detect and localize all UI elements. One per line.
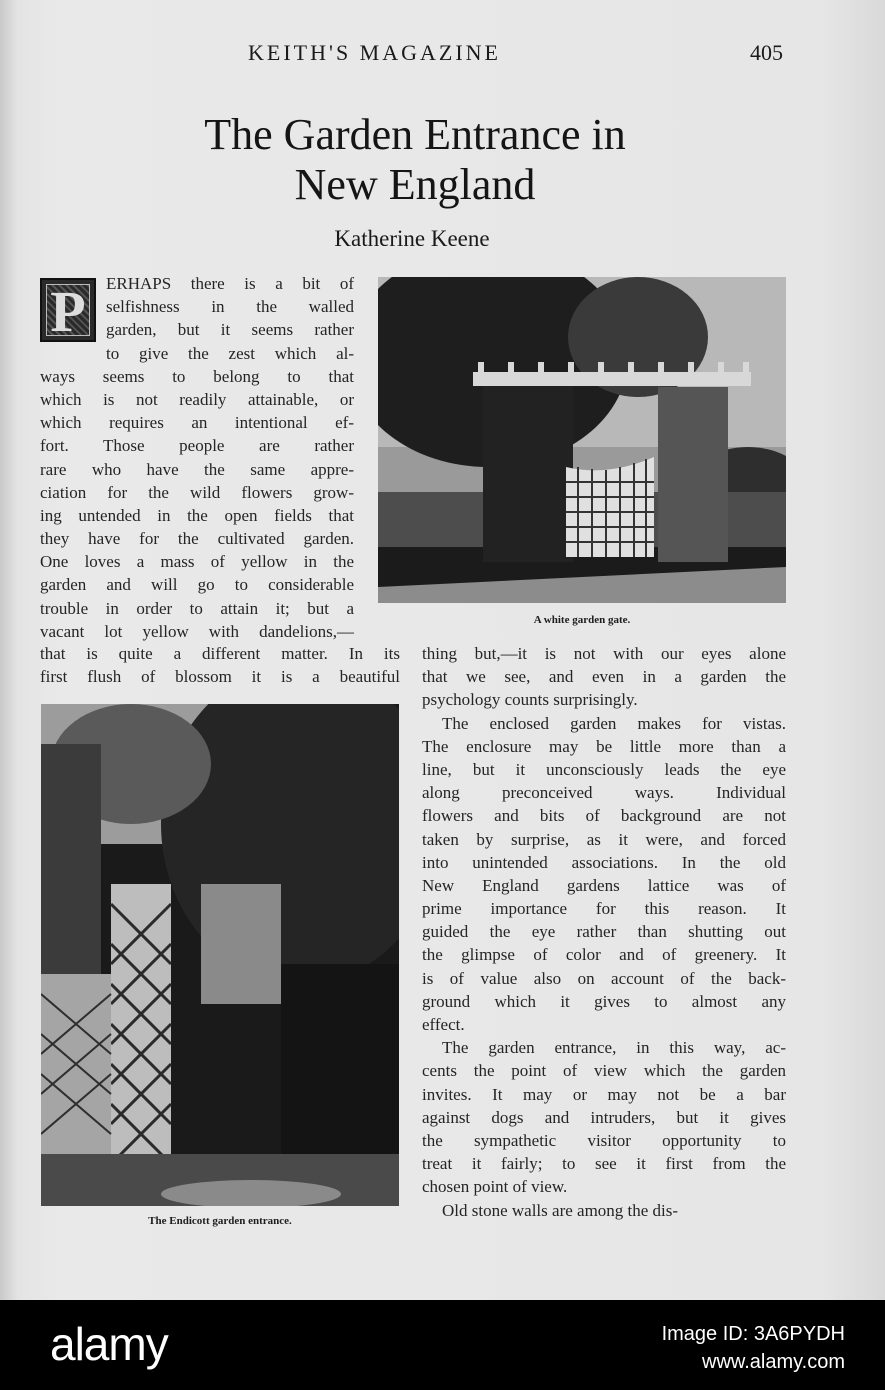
text-line: The garden entrance, in this way, ac- xyxy=(442,1038,786,1058)
stock-footer-bar xyxy=(0,1300,885,1390)
article-title xyxy=(60,110,770,210)
left-column-text-top xyxy=(106,272,354,365)
site-url: www.alamy.com xyxy=(702,1351,845,1373)
text-line: that we see, and even in a garden the xyxy=(422,667,786,687)
text-line: Old stone walls are among the dis- xyxy=(442,1200,679,1220)
text-line: New England gardens lattice was of xyxy=(422,875,786,895)
text-line: they have for the cultivated garden. xyxy=(40,529,354,549)
text-line: fort. Those people are rather xyxy=(40,436,354,456)
text-line: trouble in order to attain it; but a xyxy=(40,598,354,618)
text-line: selfishness in the walled xyxy=(106,297,354,317)
text-line: into unintended associations. In the old xyxy=(422,852,786,872)
running-head xyxy=(0,40,885,70)
text-line: ground which it gives to almost any xyxy=(422,991,786,1011)
dropcap-letter: P xyxy=(50,279,86,344)
text-line: along preconceived ways. Individual xyxy=(422,783,786,803)
text-line: vacant lot yellow with dandelions,— xyxy=(40,621,354,641)
text-line: ways seems to belong to that xyxy=(40,366,354,386)
magazine-name: KEITH'S MAGAZINE xyxy=(248,40,501,65)
text-line: One loves a mass of yellow in the xyxy=(40,552,354,572)
text-line: psychology counts surprisingly. xyxy=(422,690,638,710)
garden-gate-illustration xyxy=(378,277,786,603)
text-line: thing but,—it is not with our eyes alone xyxy=(422,644,786,663)
text-line: which is not readily attainable, or xyxy=(40,389,354,409)
text-line: The enclosed garden makes for vistas. xyxy=(442,713,786,733)
text-line: the glimpse of color and of greenery. It xyxy=(422,945,786,965)
page-number: 405 xyxy=(750,40,783,65)
left-column-text-middle xyxy=(40,365,354,643)
text-line: treat it fairly; to see it first from the xyxy=(422,1154,786,1174)
text-line: against dogs and intruders, but it gives xyxy=(422,1107,786,1127)
article-author: Katherine Keene xyxy=(334,226,490,251)
text-line: chosen point of view. xyxy=(422,1177,568,1197)
text-line: invites. It may or may not be a bar xyxy=(422,1084,786,1104)
title-line-2: New England xyxy=(294,160,536,209)
text-line: garden, but it seems rather xyxy=(106,320,354,340)
text-line: The enclosure may be little more than a xyxy=(422,736,786,756)
text-line: garden and will go to considerable xyxy=(40,575,354,595)
image-id: Image ID: 3A6PYDH xyxy=(661,1323,845,1345)
text-line: line, but it unconsciously leads the eye xyxy=(422,759,786,779)
text-line: rare who have the same appre- xyxy=(40,459,354,479)
text-line: effect. xyxy=(422,1015,465,1034)
text-line: flowers and bits of background are not xyxy=(422,806,786,826)
text-line: taken by surprise, as it were, and forced xyxy=(422,829,786,849)
garden-gate-photo xyxy=(378,277,786,603)
alamy-logo: alamy xyxy=(50,1318,168,1370)
text-line: that is quite a different matter. In its xyxy=(40,644,400,663)
title-line-1: The Garden Entrance in xyxy=(204,110,626,159)
text-line: to give the zest which al- xyxy=(106,343,354,363)
text-line: the sympathetic visitor opportunity to xyxy=(422,1130,786,1150)
text-line: prime importance for this reason. It xyxy=(422,899,786,919)
ornamental-dropcap xyxy=(40,278,96,342)
endicott-photo-caption: The Endicott garden entrance. xyxy=(148,1215,292,1227)
endicott-entrance-illustration xyxy=(41,704,399,1206)
left-column-text-bottom xyxy=(40,642,400,688)
text-line: cents the point of view which the garden xyxy=(422,1061,786,1081)
footer-info xyxy=(662,1320,845,1376)
text-line: first flush of blossom it is a beautiful xyxy=(40,667,400,687)
text-line: ing untended in the open fields that xyxy=(40,505,354,525)
text-line: ERHAPS there is a bit of xyxy=(106,274,354,293)
right-column-text xyxy=(422,642,786,1222)
gate-photo-caption: A white garden gate. xyxy=(533,614,631,626)
endicott-entrance-photo xyxy=(41,704,399,1206)
text-line: ciation for the wild flowers grow- xyxy=(40,482,354,502)
text-line: is of value also on account of the back- xyxy=(422,968,786,988)
text-line: guided the eye rather than shutting out xyxy=(422,922,786,942)
text-line: which requires an intentional ef- xyxy=(40,413,354,433)
